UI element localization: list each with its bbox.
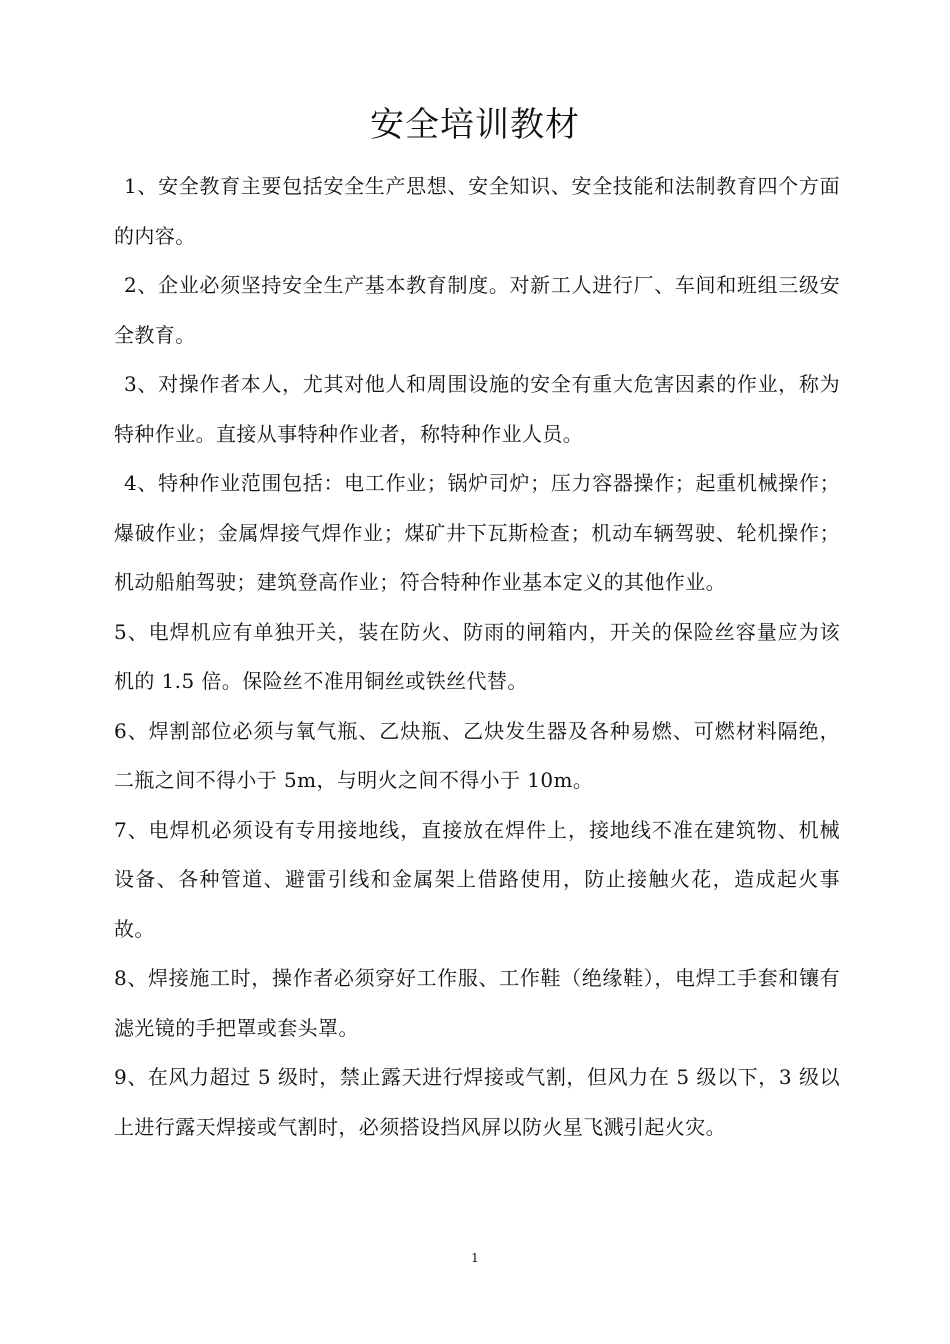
paragraph-5: 5、电焊机应有单独开关，装在防火、防雨的闸箱内，开关的保险丝容量应为该机的 1.5 倍。保险丝不准用铜丝或铁丝代替。 — [114, 619, 840, 693]
document-title: 安全培训教材 — [370, 105, 580, 145]
paragraph-6: 6、焊割部位必须与氧气瓶、乙炔瓶、乙炔发生器及各种易燃、可燃材料隔绝，二瓶之间不得小于 5m，与明火之间不得小于 10m。 — [114, 718, 840, 792]
paragraph-1: 1、安全教育主要包括安全生产思想、安全知识、安全技能和法制教育四个方面的内容。 — [114, 174, 840, 248]
page-number: 1 — [471, 1251, 479, 1265]
paragraph-2: 2、企业必须坚持安全生产基本教育制度。对新工人进行厂、车间和班组三级安全教育。 — [114, 273, 840, 347]
paragraph-4: 4、特种作业范围包括：电工作业；锅炉司炉；压力容器操作；起重机械操作；爆破作业；金属焊接气焊作业；煤矿井下瓦斯检查；机动车辆驾驶、轮机操作；机动船舶驾驶；建筑登高作业；符合特种作业基本定义的其他作业。 — [114, 471, 840, 594]
document-body — [114, 162, 840, 1152]
paragraph-3: 3、对操作者本人，尤其对他人和周围设施的安全有重大危害因素的作业，称为特种作业。直接从事特种作业者，称特种作业人员。 — [114, 372, 840, 446]
paragraph-7: 7、电焊机必须设有专用接地线，直接放在焊件上，接地线不准在建筑物、机械设备、各种管道、避雷引线和金属架上借路使用，防止接触火花，造成起火事故。 — [114, 817, 840, 941]
paragraph-8: 8、焊接施工时，操作者必须穿好工作服、工作鞋（绝缘鞋），电焊工手套和镶有滤光镜的手把罩或套头罩。 — [114, 966, 840, 1040]
paragraph-9: 9、在风力超过 5 级时，禁止露天进行焊接或气割，但风力在 5 级以下，3 级以上进行露天焊接或气割时，必须搭设挡风屏以防火星飞溅引起火灾。 — [114, 1065, 840, 1139]
